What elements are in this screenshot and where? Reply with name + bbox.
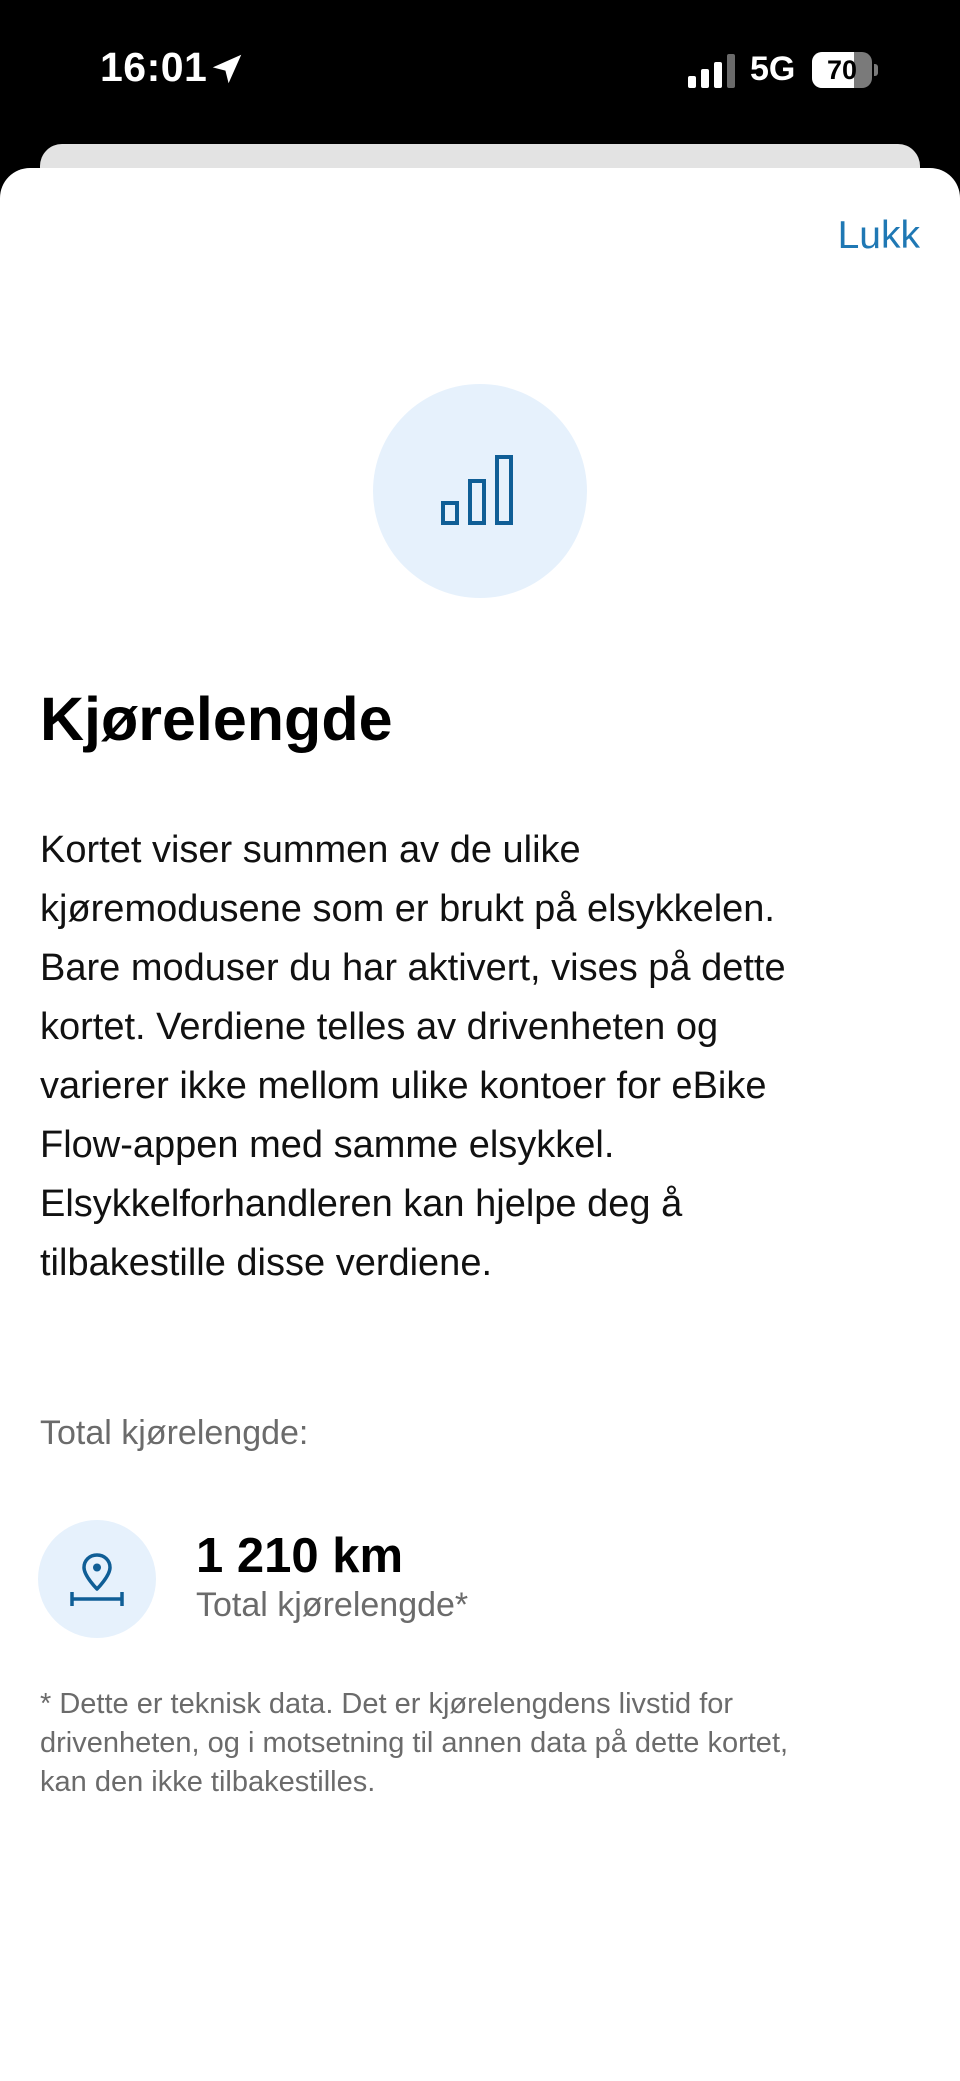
stat-icon-circle [38, 1520, 156, 1638]
description-line: Bare moduser du har aktivert, vises på dette [40, 947, 786, 989]
footnote-line: kan den ikke tilbakestilles. [40, 1766, 376, 1798]
description-line: Kortet viser summen av de ulike [40, 829, 581, 871]
network-type: 5G [750, 50, 796, 88]
description-line: Flow-appen med samme elsykkel. [40, 1124, 615, 1166]
status-time: 16:01 [100, 44, 208, 90]
total-distance-caption: Total kjørelengde* [196, 1586, 469, 1624]
distance-pin-icon [67, 1549, 127, 1609]
description-line: tilbakestille disse verdiene. [40, 1242, 493, 1284]
battery-level: 70 [826, 55, 858, 85]
battery-icon [812, 52, 876, 88]
description-line: varierer ikke mellom ulike kontoer for eBike [40, 1065, 767, 1107]
info-sheet [0, 168, 960, 2081]
footnote-line: * Dette er teknisk data. Det er kjørelengdens livstid for [40, 1688, 734, 1720]
description-line: kjøremodusene som er brukt på elsykkelen. [40, 888, 775, 930]
cellular-signal-icon [688, 54, 736, 88]
description-line: kortet. Verdiene telles av drivenheten og [40, 1006, 719, 1048]
hero-icon-circle [373, 384, 587, 598]
total-distance-value: 1 210 km [196, 1529, 404, 1583]
close-button[interactable]: Lukk [837, 214, 920, 257]
footnote [40, 1685, 930, 1802]
bar-chart-icon [440, 451, 520, 531]
description-line: Elsykkelforhandleren kan hjelpe deg å [40, 1183, 683, 1225]
footnote-line: drivenheten, og i motsetning til annen data på dette kortet, [40, 1727, 789, 1759]
location-arrow-icon [208, 50, 246, 88]
page-title: Kjørelengde [40, 685, 393, 753]
status-bar [0, 0, 960, 140]
description-text [40, 821, 920, 1293]
total-section-label: Total kjørelengde: [40, 1414, 309, 1452]
